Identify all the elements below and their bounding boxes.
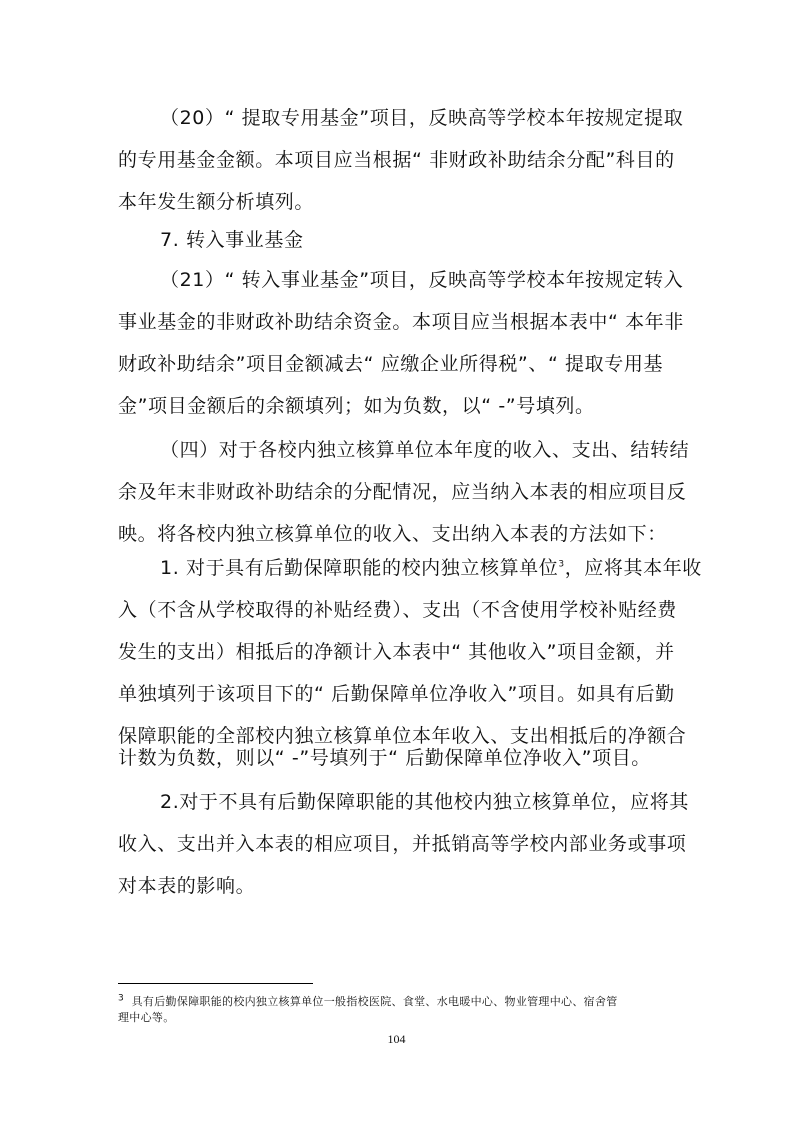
paragraph-line: 财政补助结余”项目金额减去“ 应缴企业所得税”、“ 提取专用基 bbox=[118, 353, 664, 375]
paragraph-line: 映。将各校内独立核算单位的收入、支出纳入本表的方法如下： bbox=[118, 523, 667, 545]
footnote-reference[interactable]: 3 bbox=[558, 559, 565, 570]
page-number: 104 bbox=[387, 1032, 406, 1046]
footnote-line bbox=[118, 994, 618, 1009]
paragraph-line bbox=[160, 556, 702, 580]
paragraph-line: 2.对于不具有后勤保障职能的其他校内独立核算单位，应将其 bbox=[160, 791, 689, 813]
paragraph-line: 余及年末非财政补助结余的分配情况，应当纳入本表的相应项目反 bbox=[118, 481, 687, 503]
footnote-text: 具有后勤保障职能的校内独立核算单位一般指校医院、食堂、水电暖中心、物业管理中心、宿舍管 bbox=[131, 995, 618, 1008]
section-heading: 7. 转入事业基金 bbox=[160, 229, 304, 251]
footnote-line: 理中心等。 bbox=[118, 1011, 175, 1024]
paragraph-line: 本年发生额分析填列。 bbox=[118, 191, 315, 213]
paragraph-line: 发生的支出）相抵后的净额计入本表中“ 其他收入”项目金额，并 bbox=[118, 641, 675, 663]
paragraph-line: 计数为负数，则以“ -”号填列于“ 后勤保障单位净收入”项目。 bbox=[118, 747, 651, 769]
paragraph-line: 对本表的影响。 bbox=[118, 875, 256, 897]
paragraph-line: 保障职能的全部校内独立核算单位本年收入、支出相抵后的净额合 bbox=[118, 725, 687, 747]
paragraph-text: 1. 对于具有后勤保障职能的校内独立核算单位 bbox=[160, 557, 559, 579]
paragraph-line: （21）“ 转入事业基金”项目，反映高等学校本年按规定转入 bbox=[160, 269, 684, 291]
paragraph-line: （四）对于各校内独立核算单位本年度的收入、支出、结转结 bbox=[160, 439, 690, 461]
paragraph-line: 入（不含从学校取得的补贴经费）、支出（不含使用学校补贴经费 bbox=[118, 599, 677, 621]
paragraph-text: ，应将其本年收 bbox=[564, 557, 702, 579]
paragraph-line: 的专用基金金额。本项目应当根据“ 非财政补助结余分配”科目的 bbox=[118, 149, 675, 171]
paragraph-line: 金”项目金额后的余额填列；如为负数，以“ -”号填列。 bbox=[118, 395, 595, 417]
footnote-number: 3 bbox=[118, 993, 125, 1004]
paragraph-line: 单独填列于该项目下的“ 后勤保障单位净收入”项目。如具有后勤 bbox=[118, 683, 675, 705]
paragraph-line: （20）“ 提取专用基金”项目，反映高等学校本年按规定提取 bbox=[160, 107, 684, 129]
footnote-divider bbox=[118, 983, 313, 984]
paragraph-line: 事业基金的非财政补助结余资金。本项目应当根据本表中“ 本年非 bbox=[118, 311, 684, 333]
paragraph-line: 收入、支出并入本表的相应项目，并抵销高等学校内部业务或事项 bbox=[118, 833, 687, 855]
